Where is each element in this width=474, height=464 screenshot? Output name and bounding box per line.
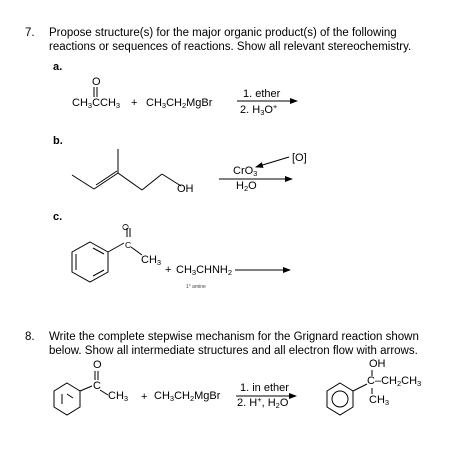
acetone-carbonyl-oxygen: O [92, 76, 101, 88]
q8-condition-step1: 1. in ether [240, 382, 289, 394]
acetophenone-carbon: C [125, 240, 132, 250]
carbonyl-bond-c [127, 228, 130, 237]
part-b-label: b. [53, 135, 63, 147]
q8-carbonyl-oxygen: O [93, 359, 102, 371]
benzene-ring-q8 [54, 383, 80, 415]
acetone-formula: $CH_3CCH_3$ [72, 97, 121, 110]
benzene-ring-c [72, 242, 108, 282]
primary-amine-note: 1° amine [186, 284, 206, 290]
q8-methyl: $CH_3$ [108, 390, 129, 403]
ethylmagnesium-bromide: $CH_3CH_2MgBr$ [146, 97, 213, 110]
condition-a-step1: 1. ether [243, 88, 281, 100]
oxidation-label: [O] [292, 152, 307, 164]
q7-number: 7. [25, 27, 35, 39]
q7-text-line2: reactions or sequences of reactions. Show all relevant stereochemistry. [49, 41, 412, 53]
carbonyl-bond-q8 [95, 371, 98, 380]
water-reagent: $H_2O$ [236, 180, 257, 193]
q8-carbonyl-carbon: C [93, 380, 101, 392]
acetophenone-oxygen: O [120, 223, 131, 231]
carbonyl-methyl-bond-q8 [100, 390, 108, 395]
q8-number: 8. [25, 331, 35, 343]
q8-text-line2: below. Show all intermediate structures and all electron flow with arrows. [49, 345, 418, 357]
acetophenone-methyl: $CH_3$ [141, 254, 162, 267]
oxidation-arrow [256, 157, 289, 167]
part-a-label: a. [53, 61, 63, 73]
q8-plus-sign: + [141, 391, 148, 403]
ethylamine: $CH_3CHNH_2$ [176, 264, 233, 277]
q8-condition-step2: 2. H+, $H_2O$ [237, 395, 289, 410]
ring-to-carbonyl-q8 [80, 386, 92, 391]
ring-to-carbonyl-c [108, 243, 124, 252]
alcohol-skeleton [72, 149, 181, 190]
acetone-carbonyl-bond [94, 87, 97, 97]
plus-sign-a: + [131, 97, 138, 109]
part-c-label: c. [53, 211, 63, 223]
q7-text-line1: Propose structure(s) for the major organic product(s) of the following [49, 27, 397, 39]
carbonyl-methyl-bond-c [131, 247, 142, 255]
q8-product-ethyl: $C-CH_2CH_3$ [367, 375, 422, 388]
q8-text-line1: Write the complete stepwise mechanism for the Grignard reaction shown [49, 331, 419, 343]
q8-product-hydroxyl: OH [369, 358, 386, 370]
ring-to-carbinol-bond [353, 384, 367, 391]
condition-a-step2: 2. $H_3O^+$ [240, 102, 278, 117]
plus-sign-c: + [165, 264, 172, 276]
chromium-trioxide: CrO$_3$ [233, 165, 258, 178]
q8-product-methyl: $CH_3$ [369, 394, 390, 407]
alcohol-oh-label: OH [177, 183, 194, 195]
q8-grignard: $CH_3CH_2MgBr$ [154, 390, 221, 403]
benzene-ring-product [327, 383, 353, 415]
